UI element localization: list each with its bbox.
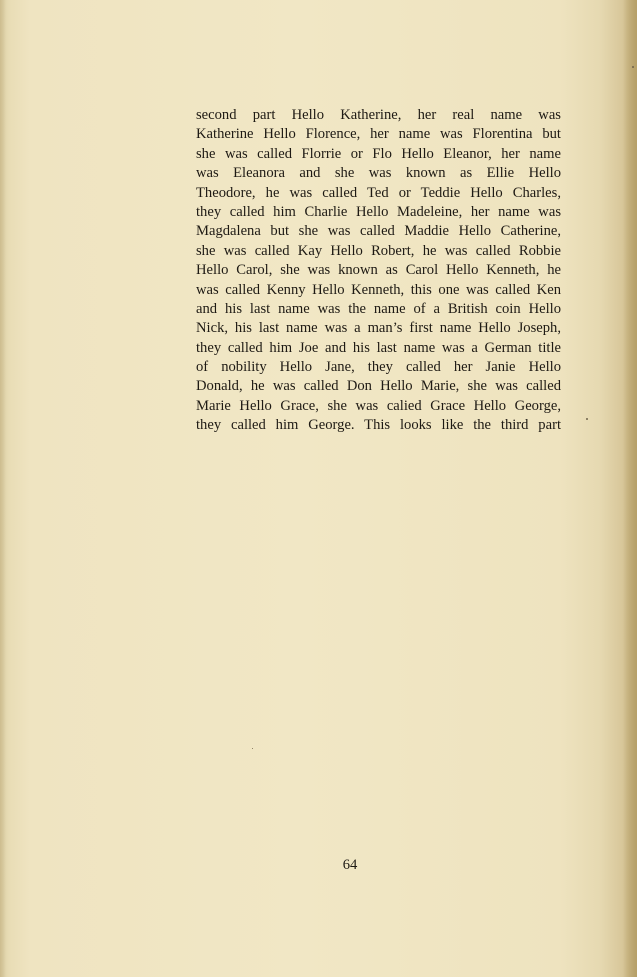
text-line: was Eleanora and she was known as Ellie Hello	[196, 165, 561, 182]
paper-speck	[586, 418, 588, 420]
page-number: 64	[342, 857, 358, 873]
text-line: she was called Kay Hello Robert, he was called Robbie	[196, 242, 561, 259]
text-line: of nobility Hello Jane, they called her Janie Hello	[196, 359, 561, 376]
text-line: Theodore, he was called Ted or Teddie Hello Charles,	[196, 184, 561, 201]
text-line: and his last name was the name of a British coin Hello	[196, 300, 561, 317]
text-line: Donald, he was called Don Hello Marie, she was called	[196, 378, 561, 395]
text-line: was called Kenny Hello Kenneth, this one was called Ken	[196, 281, 561, 298]
text-line: they called him Joe and his last name was a German title	[196, 339, 561, 356]
text-line: they called him George. This looks like the third part	[196, 417, 561, 434]
text-line: they called him Charlie Hello Madeleine, her name was	[196, 203, 561, 220]
text-line: Marie Hello Grace, she was calied Grace Hello George,	[196, 397, 561, 414]
text-line: Katherine Hello Florence, her name was Florentina but	[196, 126, 561, 143]
text-line: Nick, his last name was a man’s first name Hello Joseph,	[196, 320, 561, 337]
page-edge-shadow	[623, 0, 637, 977]
paper-speck	[632, 66, 634, 68]
text-line: second part Hello Katherine, her real name was	[196, 107, 561, 123]
paper-speck	[252, 748, 253, 749]
text-line: Magdalena but she was called Maddie Hello Catherine,	[196, 223, 561, 240]
body-text	[196, 106, 561, 436]
text-line: she was called Florrie or Flo Hello Eleanor, her name	[196, 145, 561, 162]
text-line: Hello Carol, she was known as Carol Hello Kenneth, he	[196, 262, 561, 279]
gutter-shadow	[0, 0, 6, 977]
